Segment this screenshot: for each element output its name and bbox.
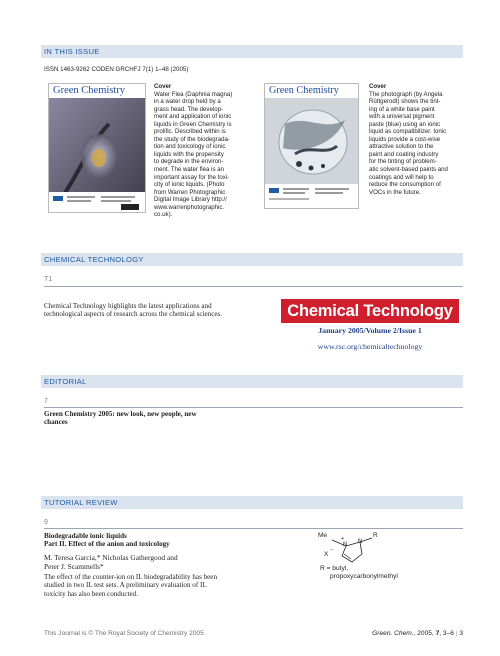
author-line: M. Teresa Garcia,* Nicholas Gathergood and (44, 553, 178, 562)
cover-2-caption-line: VOCs in the future. (369, 188, 421, 196)
cover-1-caption-line: to degrade in the environ- (154, 158, 224, 166)
cover-1-caption-line: ment and application of ionic (154, 113, 232, 121)
cover-2-caption-line: paint and coating industry (369, 150, 439, 158)
cover-1-caption-line: www.warrenphotographic. (154, 203, 225, 211)
cover-1-caption-line: Water Flea (Daphnia magna) (154, 90, 233, 98)
footer-page-number: 3 (459, 630, 463, 637)
r-definition-line-2: propoxycarbonylmethyl (330, 573, 398, 580)
editorial-title-line: chances (44, 418, 68, 427)
abstract-line: The effect of the counter-ion on IL biodegradability has been (44, 573, 217, 581)
cover-1-caption-line: co.uk). (154, 211, 173, 219)
chemical-technology-page[interactable]: T1 (44, 276, 53, 283)
tutorial-review-page[interactable]: 9 (44, 519, 48, 526)
cover-image-water-flea (48, 83, 146, 213)
section-divider (44, 286, 463, 287)
anion-label: X (324, 551, 329, 558)
cover-art-paint-tinting (265, 84, 358, 208)
chemical-technology-issue: January 2005/Volume 2/Issue 1 (318, 326, 422, 335)
tutorial-review-authors (44, 553, 284, 571)
section-divider (44, 528, 463, 529)
cover-1-caption-title: Cover (154, 83, 172, 90)
cover-2-caption-line: with a universal pigment (369, 113, 435, 121)
cover-2-caption-line: liquids provide a cost-wise (369, 135, 441, 143)
chemical-technology-banner: Chemical Technology (281, 299, 459, 323)
cover-1-caption-line: in a water drop held by a (154, 98, 221, 106)
cation-charge: + (341, 536, 345, 542)
editorial-title-line: Green Chemistry 2005: new look, new people, new (44, 410, 197, 418)
footer-pages: , 3–6 (439, 630, 454, 637)
cover-2-journal-title: Green Chemistry (269, 85, 339, 96)
r-definition-line-1: R = butyl, (320, 565, 349, 572)
methyl-label: Me (318, 532, 328, 539)
tutorial-review-abstract (44, 573, 284, 598)
nitrogen-label: N (343, 542, 348, 548)
r-group-label: R (373, 532, 378, 539)
cover-1-caption-line: tion and toxicology of ionic (154, 143, 226, 151)
cover-2-caption-line: paste (blue) using an ionic (369, 120, 441, 128)
footer-year: 2005, (415, 630, 436, 637)
abstract-line: studied in two IL test sets. A preliminary evaluation of IL (44, 581, 207, 590)
cover-1-caption-line: from Warren Photographic (154, 188, 226, 196)
tutorial-title-line: Biodegradable ionic liquids (44, 532, 127, 540)
tutorial-review-title[interactable] (44, 532, 284, 549)
cover-1-journal-title: Green Chemistry (53, 85, 126, 96)
footer-separator: | (455, 630, 458, 637)
cover-2-caption-line: attractive solution to the (369, 143, 434, 151)
cover-2-caption-line: for the tinting of problem- (369, 158, 437, 166)
chemical-technology-description (44, 302, 284, 319)
footer-journal: Green. Chem., (372, 630, 416, 637)
cover-image-paint-tinting (264, 83, 359, 209)
editorial-title[interactable] (44, 410, 304, 427)
cover-1-caption-line: grass head. The develop- (154, 105, 223, 113)
footer-citation (372, 630, 463, 637)
editorial-page[interactable]: 7 (44, 398, 48, 405)
footer-volume: 7 (435, 630, 440, 637)
editorial-heading: EDITORIAL (41, 375, 463, 388)
cover-2-caption-title: Cover (369, 83, 387, 90)
cover-2-caption-line: ing of a white base paint (369, 105, 435, 113)
imidazolium-structure (318, 532, 438, 602)
tutorial-review-heading: TUTORIAL REVIEW (41, 496, 463, 509)
footer-copyright: This Journal is © The Royal Society of Chemistry 2005 (44, 630, 204, 637)
cover-2-caption-line: atic solvent-based paints and (369, 166, 448, 174)
cover-2-caption-line: reduce the consumption of (369, 181, 441, 189)
cover-1-caption-line: Digital Image Library http:// (154, 196, 227, 204)
cover-1-caption-line: liquids with the propensity (154, 150, 224, 158)
nitrogen-label: N (358, 539, 363, 545)
cover-1-caption-line: important assay for the toxi- (154, 173, 230, 181)
cover-2-caption-line: coatings and will help to (369, 173, 434, 181)
chemical-technology-heading: CHEMICAL TECHNOLOGY (41, 253, 463, 266)
description-line: Chemical Technology highlights the latest applications and (44, 302, 212, 310)
cover-1-caption-line: liquids in Green Chemistry is (154, 120, 232, 128)
chemical-technology-url[interactable]: www.rsc.org/chemicaltechnology (317, 342, 423, 351)
cover-2-caption-line: Rüttgerodt) shows the tint- (369, 98, 441, 106)
section-divider (44, 407, 463, 408)
cover-2-caption-line: liquid as compatibilizer. Ionic (369, 128, 447, 136)
description-line: technological aspects of research across the chemical sciences. (44, 310, 223, 319)
cover-1-caption (154, 83, 252, 219)
issn-line: ISSN 1463-9262 CODEN GRCHFJ 7(1) 1–48 (2005) (44, 66, 189, 73)
cover-1-caption-line: city of ionic liquids. (Photo (154, 181, 225, 189)
cover-art-water-flea (49, 84, 145, 212)
cover-1-caption-line: the study of the biodegrada- (154, 135, 230, 143)
tutorial-title-line: Part II. Effect of the anion and toxicology (44, 540, 170, 549)
cover-1-caption-line: ment. The water flea is an (154, 166, 225, 174)
author-line: Peter J. Scammells* (44, 562, 104, 571)
cover-1-caption-line: prolific. Described within is (154, 128, 226, 136)
anion-charge: − (330, 547, 334, 553)
cover-2-caption-line: The photograph (by Angela (369, 90, 443, 98)
cover-2-caption (369, 83, 463, 196)
in-this-issue-heading: IN THIS ISSUE (41, 45, 463, 58)
abstract-line: toxicity has also been conducted. (44, 589, 138, 598)
